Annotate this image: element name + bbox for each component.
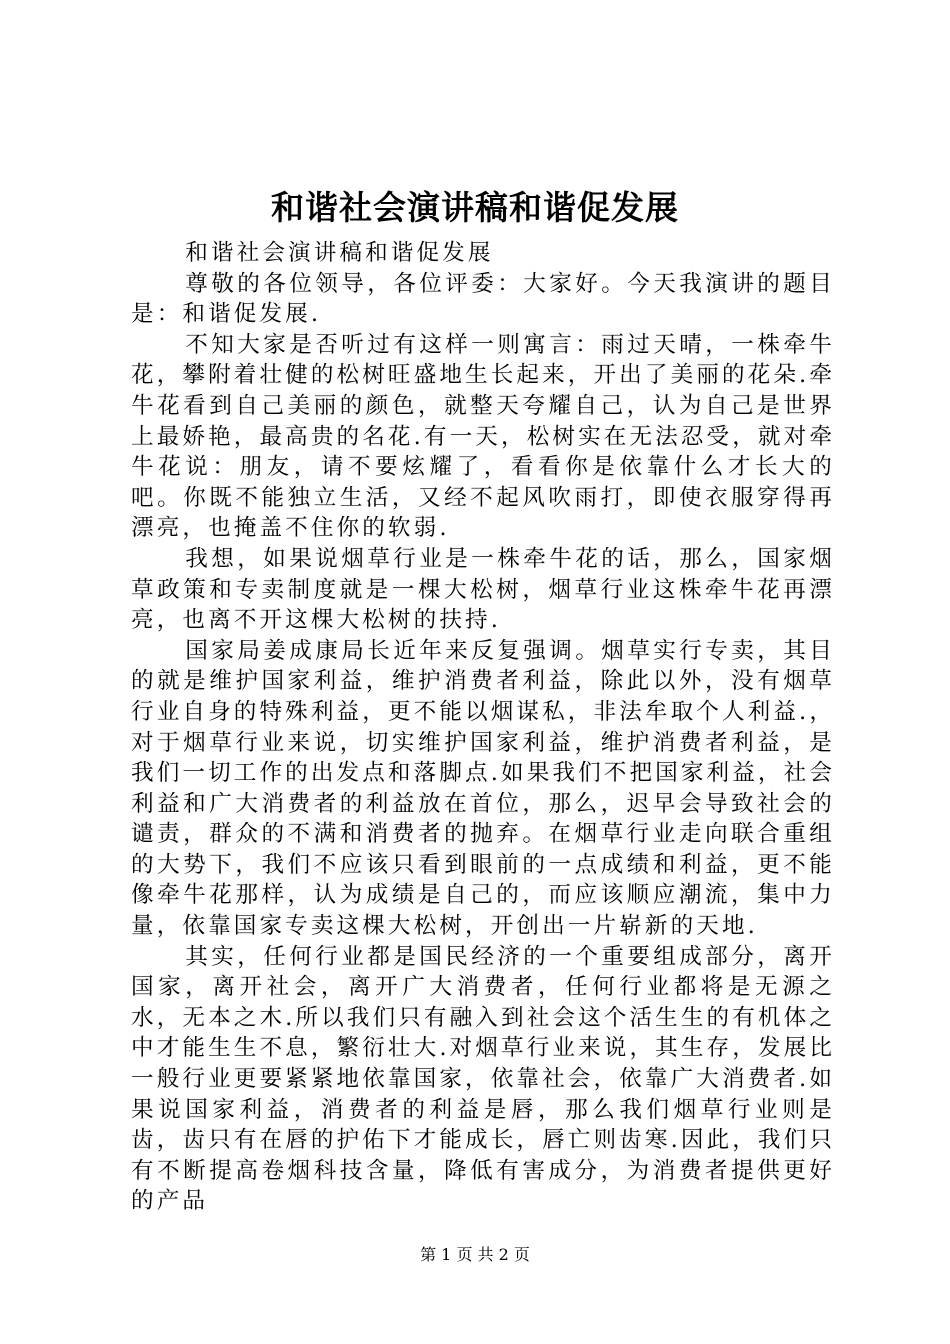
paragraph-greeting: 尊敬的各位领导，各位评委：大家好。今天我演讲的题目是：和谐促发展. [131,270,835,328]
paragraph-state-interest: 国家局姜成康局长近年来反复强调。烟草实行专卖，其目的就是维护国家利益，维护消费者利益，除此以外，没有烟草行业自身的特殊利益，更不能以烟谋私，非法牟取个人利益.，对于烟草行业来说，切实维护国家利益，维护消费者利益，是我们一切工作的出发点和落脚点.如果我们不把国家利益，社会利益和广大消费者的利益放在首位，那么，迟早会导致社会的谴责，群众的不满和消费者的抛弃。在烟草行业走向联合重组的大势下，我们不应该只看到眼前的一点成绩和利益，更不能像牵牛花那样，认为成绩是自己的，而应该顺应潮流，集中力量，依靠国家专卖这棵大松树，开创出一片崭新的天地. [131,637,836,940]
document-title: 和谐社会演讲稿和谐促发展 [271,188,679,227]
paragraph-industry-reliance: 其实，任何行业都是国民经济的一个重要组成部分，离开国家，离开社会，离开广大消费者，任何行业都将是无源之水，无本之木.所以我们只有融入到社会这个活生生的有机体之中才能生生不息，繁衍壮大.对烟草行业来说，其生存，发展比一般行业更要紧紧地依靠国家，依靠社会，依靠广大消费者.如果说国家利益，消费者的利益是唇，那么我们烟草行业则是齿，齿只有在唇的护佑下才能成长，唇亡则齿寒.因此，我们只有不断提高卷烟科技含量，降低有害成分，为消费者提供更好的产品 [131,943,836,1215]
paragraph-fable: 不知大家是否听过有这样一则寓言：雨过天晴，一株牵牛花，攀附着壮健的松树旺盛地生长起来，开出了美丽的花朵.牵牛花看到自己美丽的颜色，就整天夸耀自己，认为自己是世界上最娇艳，最高贵的名花.有一天，松树实在无法忍受，就对牵牛花说：朋友，请不要炫耀了，看看你是依靠什么才长大的吧。你既不能独立生活，又经不起风吹雨打，即使衣服穿得再漂亮，也掩盖不住你的软弱. [131,331,836,542]
paragraph-subtitle: 和谐社会演讲稿和谐促发展 [185,240,494,266]
page-number-footer: 第 1 页 共 2 页 [420,1245,530,1264]
paragraph-metaphor: 我想，如果说烟草行业是一株牵牛花的话，那么，国家烟草政策和专卖制度就是一棵大松树，烟草行业这株牵牛花再漂亮，也离不开这棵大松树的扶持. [131,545,835,634]
document-body [131,238,835,1217]
